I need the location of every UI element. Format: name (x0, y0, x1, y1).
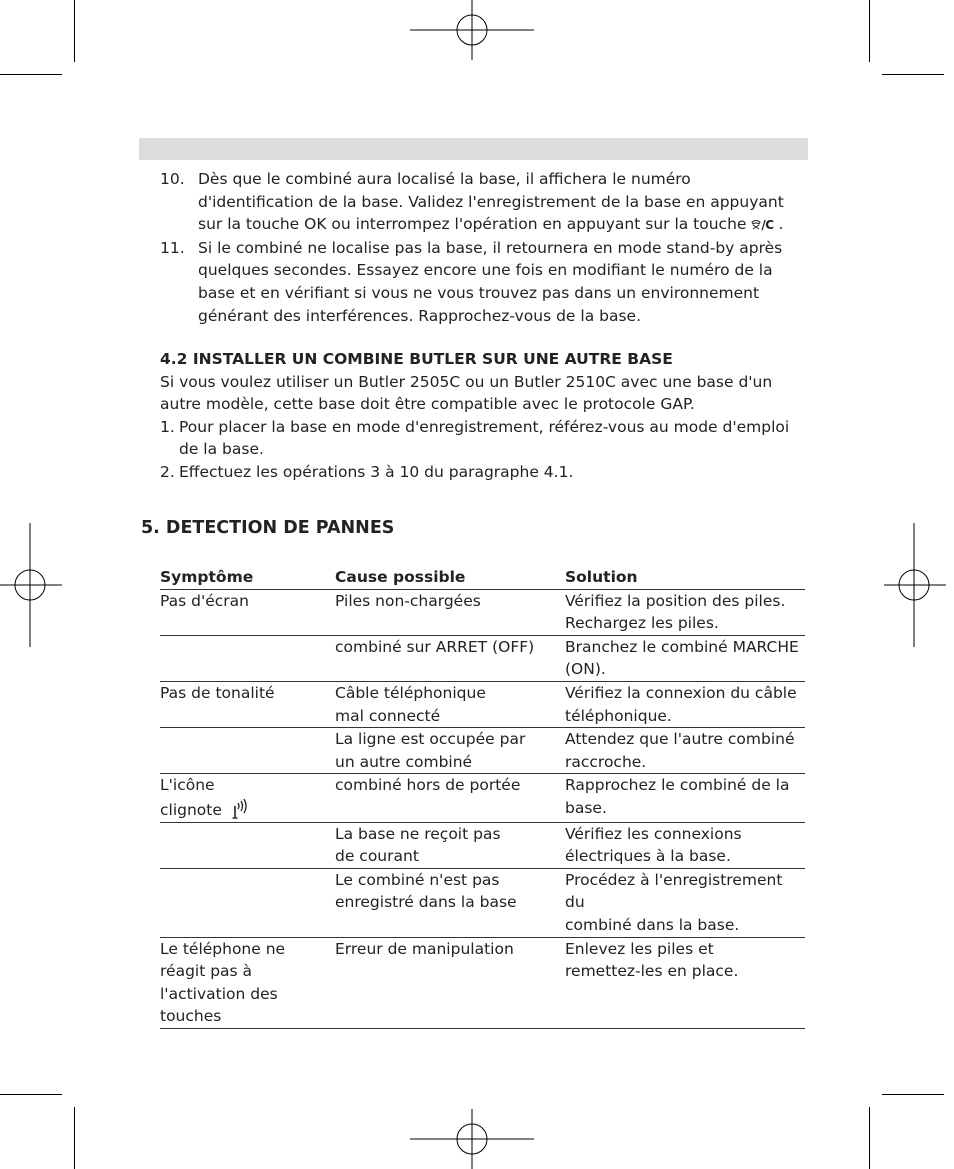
table-row (160, 728, 805, 774)
list-item (160, 237, 808, 327)
cause-cell: La ligne est occupée par un autre combiné (335, 730, 526, 771)
table-row (160, 682, 805, 728)
column-header: Cause possible (335, 568, 466, 586)
solution-cell: Branchez le combiné MARCHE (ON). (565, 637, 799, 679)
solution-cell: Rapprochez le combiné de la base. (565, 776, 790, 817)
solution-cell: Vérifiez les connexions électriques à la base. (565, 824, 742, 866)
table-row (160, 774, 805, 822)
crop-mark (0, 1094, 62, 1095)
column-header: Symptôme (160, 568, 254, 586)
solution-cell: Procédez à l'enregistrement du combiné dans la base. (565, 870, 783, 934)
symptom-cell: L'icône clignote (160, 774, 335, 821)
crop-mark (882, 74, 944, 75)
cause-cell: Erreur de manipulation (335, 939, 514, 958)
solution-cell: Attendez que l'autre combiné raccroche. (565, 730, 795, 771)
symptom-cell (160, 728, 335, 773)
crop-mark (869, 1107, 870, 1169)
step-text: Dès que le combiné aura localisé la base, il affichera le numéro d'identification de la base. Validez l'enregistrement de la base en appuyant sur la touche OK ou interrompez l'opération en appuyant sur la touche /C . (198, 170, 784, 234)
table-row (160, 823, 805, 869)
section-intro: Si vous voulez utiliser un Butler 2505C ou un Butler 2510C avec une base d'un autre modèle, cette base doit être compatible avec le protocole GAP. (160, 372, 773, 414)
symptom-cell (160, 636, 335, 681)
table-row (160, 938, 805, 1029)
symptom-cell (160, 869, 335, 937)
cause-cell: Piles non-chargées (335, 591, 481, 610)
section-title: 5. DETECTION DE PANNES (141, 518, 395, 538)
crop-mark (0, 74, 62, 75)
section-heading: 4.2 INSTALLER UN COMBINE BUTLER SUR UNE AUTRE BASE (160, 350, 673, 368)
cause-cell: Câble téléphonique mal connecté (335, 683, 486, 725)
symptom-cell: Pas d'écran (160, 591, 250, 610)
crop-mark (74, 0, 75, 62)
table-row (160, 636, 805, 682)
cause-cell: La base ne reçoit pas de courant (335, 824, 501, 866)
column-header: Solution (565, 568, 638, 586)
step-number: 10. (160, 170, 185, 188)
table-row (160, 590, 805, 636)
step-text: Si le combiné ne localise pas la base, il retournera en mode stand-by après quelques secondes. Essayez encore une fois en modifiant le numéro de la base et en vérifiant si vous ne vous trouvez pas dans un environnement générant des interférences. Rapprochez-vous de la base. (198, 238, 783, 325)
section-4-2 (160, 348, 808, 484)
step-number: 11. (160, 238, 185, 257)
registration-mark (884, 523, 946, 647)
cause-cell: Le combiné n'est pas enregistré dans la base (335, 870, 517, 912)
list-item: 1. Pour placer la base en mode d'enregistrement, référez-vous au mode d'emploi de la base. (160, 417, 790, 459)
phone-cancel-key-icon: /C (751, 218, 773, 232)
header-band (139, 138, 808, 160)
table-header-row (160, 566, 805, 590)
solution-cell: Vérifiez la connexion du câble téléphonique. (565, 683, 797, 725)
antenna-signal-icon (232, 797, 248, 819)
symptom-cell (160, 823, 335, 868)
list-item: 2. Effectuez les opérations 3 à 10 du paragraphe 4.1. (160, 462, 574, 481)
crop-mark (882, 1094, 944, 1095)
table-row (160, 869, 805, 938)
troubleshooting-table (160, 566, 805, 1029)
crop-mark (74, 1107, 75, 1169)
cause-cell: combiné hors de portée (335, 776, 521, 795)
symptom-cell: Le téléphone ne réagit pas à l'activation des touches (160, 939, 286, 1026)
registration-mark (410, 1109, 534, 1169)
registration-mark (410, 0, 534, 60)
crop-mark (869, 0, 870, 62)
steps-list (160, 168, 808, 327)
list-item (160, 168, 808, 237)
registration-mark (0, 523, 62, 647)
solution-cell: Vérifiez la position des piles. Rechargez les piles. (565, 591, 786, 633)
cause-cell: combiné sur ARRET (OFF) (335, 637, 535, 656)
symptom-cell: Pas de tonalité (160, 683, 275, 702)
solution-cell: Enlevez les piles et remettez-les en place. (565, 939, 739, 981)
